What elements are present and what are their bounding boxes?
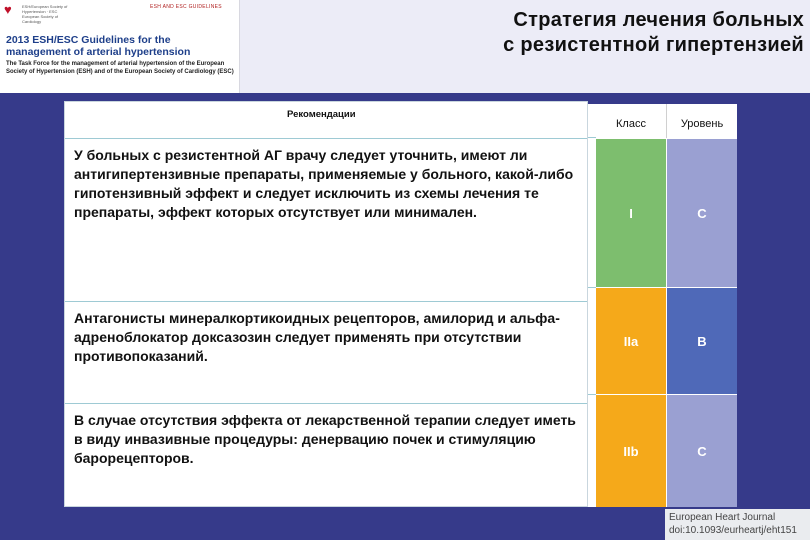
slide-title — [420, 8, 804, 64]
recommendation-row-1: У больных с резистентной АГ врачу следует уточнить, имеют ли антигипертензивные препараты, применяемые у больного, какой-либо гипотензивный эффект и следует исключить из схемы лечения те препараты, эффект которых отсутствует или минимален. — [65, 139, 587, 302]
class-cell-row-2: IIa — [596, 288, 666, 394]
heart-icon: ♥ — [4, 2, 12, 17]
class-level-table — [588, 104, 737, 507]
cover-title: 2013 ESH/ESC Guidelines for the management of arterial hypertension — [6, 34, 191, 58]
recommendation-row-3: В случае отсутствия эффекта от лекарственной терапии следует иметь в виду инвазивные процедуры: денервацию почек и стимуляцию барорецепторов. — [74, 412, 576, 466]
slide-title-line-1: Стратегия лечения больных — [513, 9, 804, 31]
citation — [665, 509, 810, 540]
recommendation-row-2: Антагонисты минералкортикоидных рецепторов, амилорид и альфа-адреноблокатор доксазозин следует применять при отсутствии противопоказаний. — [65, 302, 587, 404]
level-header: Уровень — [680, 118, 724, 130]
level-cell-row-2: B — [667, 288, 737, 394]
cover-org-text: ESH/European Society of Hypertension · ESC European Society of Cardiology — [22, 4, 68, 24]
class-cell-row-1: I — [596, 139, 666, 287]
citation-doi: doi:10.1093/eurheartj/eht151 — [669, 525, 797, 536]
row-separator — [588, 394, 596, 395]
level-cell-row-3: C — [667, 395, 737, 507]
level-cell-row-1: C — [667, 139, 737, 287]
recommendations-header — [65, 102, 587, 139]
class-cell-row-3: IIb — [596, 395, 666, 507]
recommendations-header-label: Рекомендации — [287, 109, 356, 120]
recommendations-table — [64, 101, 588, 507]
slide-title-line-2: с резистентной гипертензией — [503, 34, 804, 56]
class-header: Класс — [596, 104, 667, 138]
guidelines-cover-image — [0, 0, 240, 93]
row-separator — [588, 137, 596, 138]
cover-tag: ESH AND ESC GUIDELINES — [150, 4, 222, 10]
citation-journal: European Heart Journal — [669, 512, 776, 523]
row-separator — [588, 287, 596, 288]
cover-subtitle: The Task Force for the management of arterial hypertension of the European Society of Hypertension (ESH) and of the European Society of Cardiology (ESC) — [6, 61, 234, 75]
